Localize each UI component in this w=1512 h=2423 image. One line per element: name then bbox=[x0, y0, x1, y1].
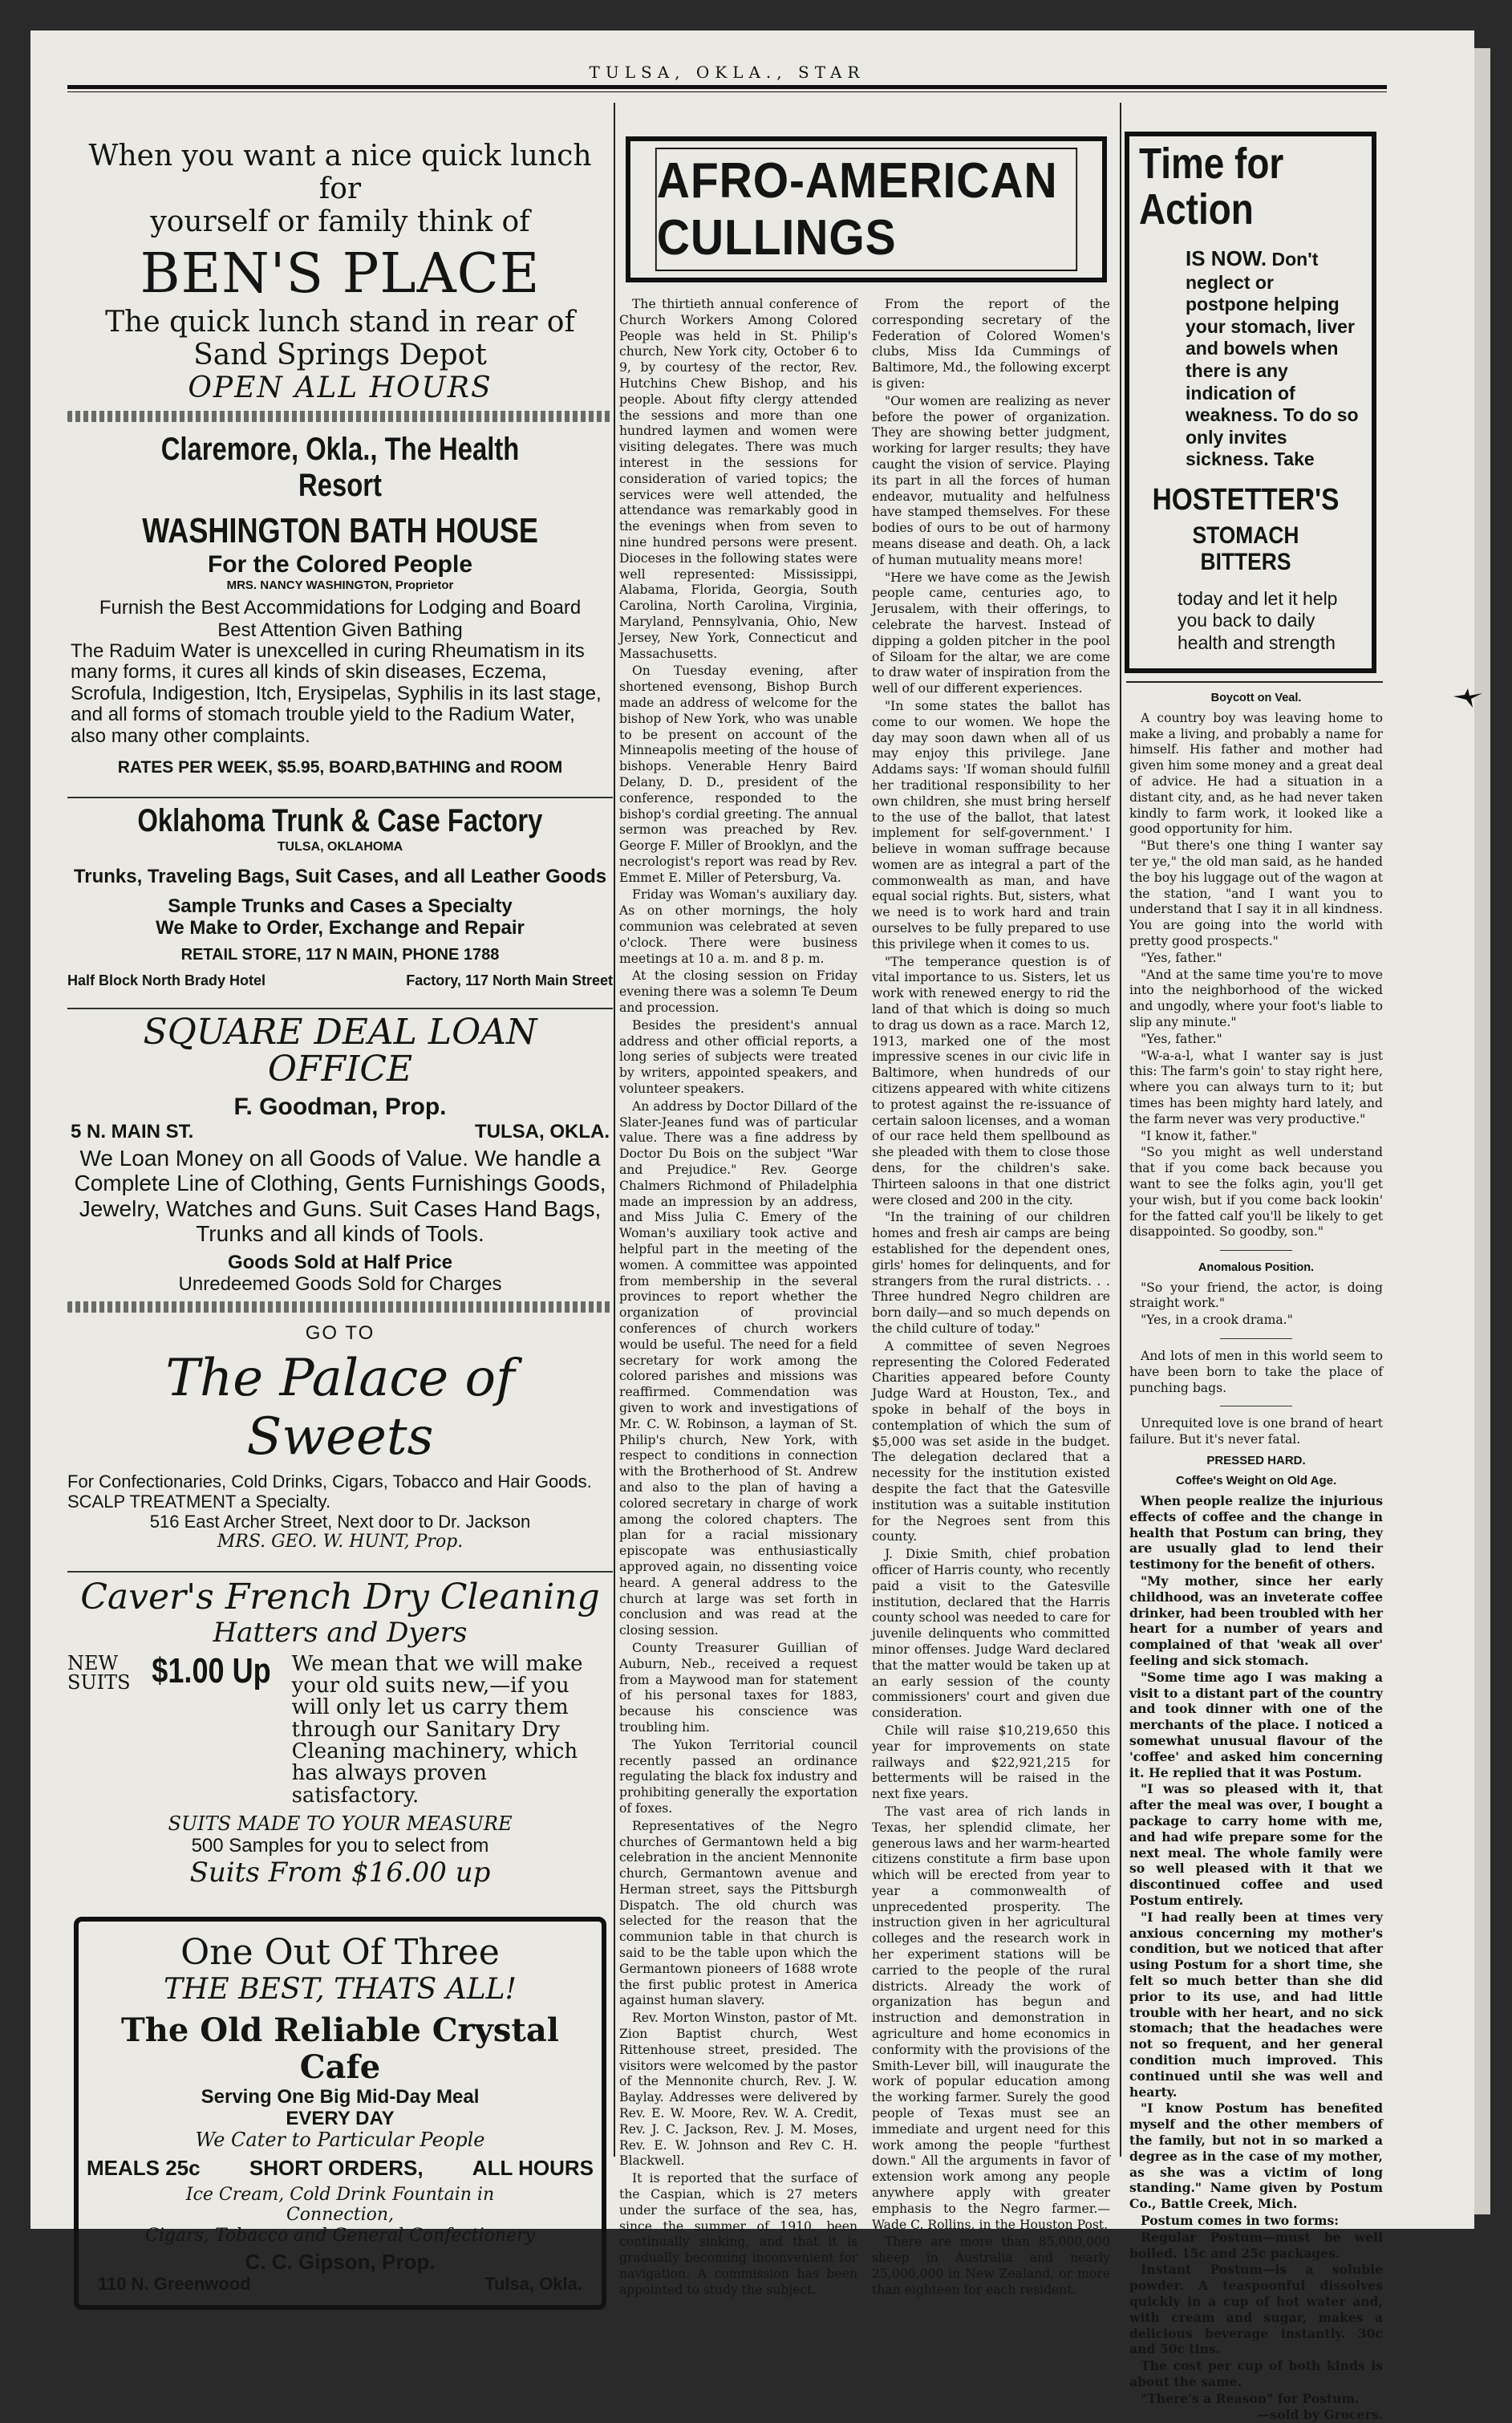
crystal-l7: Cigars, Tobacco and General Confectionery bbox=[145, 2225, 535, 2246]
hostetters-ad bbox=[1125, 132, 1376, 673]
ads-column bbox=[67, 103, 613, 2295]
loan-address-row bbox=[67, 1121, 613, 1143]
postum-reason: "There's a Reason" for Postum. bbox=[1141, 2390, 1360, 2406]
caver-new: NEW bbox=[67, 1651, 119, 1674]
cullings-left-subcolumn bbox=[619, 297, 857, 2300]
cullings-column bbox=[614, 103, 1118, 2297]
caver-measure: SUITS MADE TO YOUR MEASURE bbox=[168, 1812, 513, 1835]
trunk-factory-ad bbox=[67, 803, 613, 988]
caver-name: Caver's French Dry Cleaning bbox=[80, 1576, 600, 1617]
trunk-l3: We Make to Order, Exchange and Repair bbox=[156, 917, 525, 940]
cullings-paragraph: At the closing session on Friday evening there was a solemn Te Deum and procession. bbox=[619, 968, 857, 1016]
masthead-rule bbox=[67, 85, 1387, 92]
cavers-cleaning-ad bbox=[67, 1577, 613, 1888]
anomalous-paragraph: "Yes, in a crook drama." bbox=[1141, 1313, 1293, 1328]
cullings-body bbox=[614, 297, 1118, 2300]
crystal-city: Tulsa, Okla. bbox=[484, 2274, 582, 2295]
crystal-hours: ALL HOURS bbox=[472, 2155, 594, 2180]
ornament-divider bbox=[67, 1301, 613, 1313]
cullings-paragraph: "Here we have come as the Jewish people came, centuries ago, to Jerusalem, with their offerings, to celebrate the harvest. Instead of dipping a golden pitcher in the pool of Siloam for the altar, we are come to draw water of inspiration from the well of our different experiences. bbox=[872, 570, 1110, 696]
loan-office-ad bbox=[67, 1014, 613, 1295]
hostetter-h1: Time for bbox=[1139, 140, 1284, 188]
crystal-name: The Old Reliable Crystal Cafe bbox=[121, 2011, 559, 2087]
hostetter-h2: Action bbox=[1139, 185, 1254, 233]
hostetter-body2: Don't neglect or postpone helping your stomach, liver and bowels when there is any indication of weakness. To do so only invites sickness. Take bbox=[1186, 249, 1359, 470]
postum-paragraph: "I was so pleased with it, that after the meal was over, I bought a package to carry home with me, and had wife prepare some for the next meal. The whole family were so well pleased with it that we discontinued coffee and used Postum entirely. bbox=[1129, 1781, 1383, 1908]
veal-paragraphs bbox=[1129, 711, 1383, 1240]
caver-from: Suits From $16.00 up bbox=[189, 1856, 491, 1889]
section-rule bbox=[1126, 681, 1383, 683]
postum-paragraph: Instant Postum—is a soluble powder. A teaspoonful dissolves quickly in a cup of hot water and, with cream and sugar, makes a delicious beverage instantly. 30c and 50c tins. bbox=[1129, 2262, 1383, 2357]
cullings-paragraph: "In the training of our children homes and fresh air camps are being established for the dependent ones, girls' homes for delinquents, and for strangers from the rural districts. . . Three hundred Negro children are born daily—and so much depends on the child culture of today." bbox=[872, 1210, 1110, 1336]
masthead: TULSA, OKLA., STAR bbox=[589, 63, 865, 82]
veal-paragraph: "And at the same time you're to move into the neighborhood of the wicked and ungodly, where your foot's liable to slip any minute." bbox=[1129, 967, 1383, 1030]
crystal-l2: THE BEST, THATS ALL! bbox=[164, 1973, 517, 2007]
caver-new-suits bbox=[67, 1651, 131, 1694]
washington-bath-ad bbox=[67, 432, 613, 777]
loan-l1: Goods Sold at Half Price bbox=[227, 1251, 453, 1273]
anomalous-paragraph: "So your friend, the actor, is doing straight work." bbox=[1129, 1280, 1383, 1311]
hostetter-body1: IS NOW. bbox=[1186, 246, 1267, 271]
trunk-l2: Sample Trunks and Cases a Specialty bbox=[168, 895, 513, 918]
postum-paragraph: When people realize the injurious effects of coffee and the change in health that Postum can bring, they are usually glad to lend their testimony for the benefit of others. bbox=[1129, 1493, 1383, 1573]
hostetter-body bbox=[1186, 246, 1360, 471]
hostetter-b2: STOMACH BITTERS bbox=[1192, 522, 1299, 575]
postum-head2: Coffee's Weight on Old Age. bbox=[1175, 1474, 1337, 1488]
postum-head1: PRESSED HARD. bbox=[1206, 1453, 1306, 1467]
crystal-l1: One Out Of Three bbox=[180, 1932, 500, 1974]
cullings-paragraph: "Our women are realizing as never before the power of organization. They are showing better judgment, working for larger results; they have caught the vision of service. Playing its part in all the forces of human endeavor, mutuality and helfulness have stamped themselves. For these bodies of ours to be out of harmony means disease and death. Oh, a lack of human mutuality means more! bbox=[872, 393, 1110, 567]
trunk-name: Oklahoma Trunk & Case Factory bbox=[137, 802, 543, 838]
cullings-paragraph: Rev. Morton Winston, pastor of Mt. Zion Baptist church, West Rittenhouse street, presided. The visitors were welcomed by the pastor of the Mennonite church, Rev. J. W. Baylay. Addresses were delivered by Rev. E. W. Moore, Rev. W. A. Credit, Rev. J. C. Jackson, Rev. J. M. Moses, Rev. E. W. Johnson and Rev C. H. Blackwell. bbox=[619, 2011, 857, 2169]
crystal-addr: 110 N. Greenwood bbox=[98, 2274, 251, 2295]
cullings-paragraph: Chile will raise $10,219,650 this year for improvements on state railways and $22,921,215 for betterments will be raised in the next fixe years. bbox=[872, 1723, 1110, 1802]
cullings-paragraph: It is reported that the surface of the Caspian, which is 27 meters under the surface of the sea, has, since the summer of 1910, been continually sinking, and that it is gradually becoming inconvenient for navigation. A commission has been appointed to study the subject. bbox=[619, 2171, 857, 2297]
sweets-prop: MRS. GEO. W. HUNT, Prop. bbox=[217, 1531, 464, 1552]
crystal-l4: EVERY DAY bbox=[286, 2108, 395, 2129]
caver-samples: 500 Samples for you to select from bbox=[191, 1835, 489, 1857]
trunk-l4: RETAIL STORE, 117 N MAIN, PHONE 1788 bbox=[180, 945, 500, 964]
cullings-paragraph: Friday was Woman's auxiliary day. As on other mornings, the holy communion was celebrated at seven o'clock. There were business meetings at 10 a. m. and 8 p. m. bbox=[619, 887, 857, 966]
postum-paragraph: The cost per cup of both kinds is about the same. bbox=[1129, 2358, 1383, 2389]
bath-rates: RATES PER WEEK, $5.95, BOARD,BATHING and ROOM bbox=[117, 758, 563, 777]
postum-paragraph: "I had really been at times very anxious concerning my mother's condition, but we noticed that after using Postum for a short time, she felt so much better than she did prior to its use, and had little trouble with her heart, and no sick stomach; that the headaches were not so frequent, and her general condition much improved. This continued until she was well and hearty. bbox=[1129, 1909, 1383, 2100]
trunk-l5b: Factory, 117 North Main Street bbox=[406, 972, 613, 988]
cullings-paragraph: Besides the president's annual address and other official reports, a long series of subjects were treated by writers, appointed speakers, and volunteer speakers. bbox=[619, 1017, 857, 1097]
veal-paragraph: "I know it, father." bbox=[1141, 1128, 1258, 1143]
cullings-paragraph: County Treasurer Guillian of Auburn, Neb., received a request from a Maywood man for statement of his personal taxes for 1883, because his conscience was troubling him. bbox=[619, 1640, 857, 1735]
veal-head: Boycott on Veal. bbox=[1210, 692, 1302, 705]
filler-2: Unrequited love is one brand of heart failure. But it's never fatal. bbox=[1129, 1416, 1383, 1447]
palace-sweets-ad bbox=[67, 1322, 613, 1552]
veal-paragraph: "W-a-a-l, what I wanter say is just this: The farm's goin' to stay right here, where you can always turn to it; but times has been mighty hard lately, and the farm never was very productive." bbox=[1129, 1048, 1383, 1126]
postum-paragraph: Postum comes in two forms: bbox=[1141, 2212, 1339, 2228]
bath-l2: Best Attention Given Bathing bbox=[217, 619, 463, 641]
sheet-edge bbox=[1474, 48, 1490, 2214]
postum-paragraphs bbox=[1129, 1493, 1383, 2390]
crystal-short: SHORT ORDERS, bbox=[249, 2155, 424, 2180]
hostetter-b1: HOSTETTER'S bbox=[1152, 482, 1340, 517]
veal-paragraph: A country boy was leaving home to make a living, and probably a name for himself. His father and mother had given him some money and a great deal of advice. He had a situation in a distant city, and, as he had never taken kindly to farm work, it looked like a good opportunity for him. bbox=[1129, 710, 1383, 837]
postum-paragraph: Regular Postum—must be well boiled. 15c and 25c packages. bbox=[1129, 2229, 1383, 2261]
sweets-goto: GO TO bbox=[305, 1322, 375, 1345]
trunk-l1: Trunks, Traveling Bags, Suit Cases, and all Leather Goods bbox=[73, 865, 607, 887]
veal-paragraph: "Yes, father." bbox=[1141, 1031, 1222, 1046]
veal-article bbox=[1121, 691, 1388, 2423]
sweets-addr: 516 East Archer Street, Next door to Dr. Jackson bbox=[149, 1511, 531, 1532]
postum-sold: —sold by Grocers. bbox=[1257, 2407, 1383, 2423]
bath-body: The Raduim Water is unexcelled in curing Rheumatism in its many forms, it cures all kinds of skin diseases, Eczema, Scrofula, Indigestion, Itch, Erysipelas, Syphilis in its last stage, and all forms of stomach trouble yield to the Radium Water, also many other complaints. bbox=[71, 640, 602, 747]
ad-divider bbox=[67, 782, 613, 798]
bens-line-2: yourself or family think of bbox=[150, 205, 530, 239]
caver-suits: SUITS bbox=[67, 1670, 131, 1694]
crystal-cafe-ad bbox=[74, 1917, 606, 2310]
loan-body: We Loan Money on all Goods of Value. We handle a Complete Line of Clothing, Gents Furnishings Goods, Jewelry, Watches and Guns. Suit Cases Hand Bags, Trunks and all kinds of Tools. bbox=[74, 1146, 606, 1247]
cullings-paragraph: J. Dixie Smith, chief probation officer of Harris county, who recently paid a visit to the Gatesville institution, declared that the Harris county school was needed to care for juvenile delinquents who committed minor offenses. Judge Ward declared that the matter would be taken up at an early session of the county commissioners' court and given due consideration. bbox=[872, 1547, 1110, 1721]
sweets-name: The Palace of Sweets bbox=[165, 1348, 515, 1467]
loan-name: SQUARE DEAL LOAN OFFICE bbox=[143, 1012, 537, 1090]
bath-for: For the Colored People bbox=[207, 551, 473, 578]
veal-paragraph: "Yes, father." bbox=[1141, 950, 1222, 965]
right-column bbox=[1121, 103, 1388, 2423]
postum-paragraph: "My mother, since her early childhood, was an inveterate coffee drinker, had been troubled with her heart for a number of years and complained of that 'weak all over' feeling and sick stomach. bbox=[1129, 1573, 1383, 1669]
caver-body: We mean that we will make your old suits new,—if you will only let us carry them through our Sanitary Dry Cleaning machinery, which has always proven satisfactory. bbox=[291, 1651, 583, 1808]
caver-offer bbox=[67, 1650, 613, 1808]
cullings-paragraph: The thirtieth annual conference of Church Workers Among Colored People was held in St. Philip's church, New York city, October 6 to 9, by courtesy of the rector, Rev. Hutchins Chew Bishop, and his people. About fifty clergy attended the sessions and more than one hundred laymen and women were visiting delegates. There was much interest in the sessions for consideration of varied topics; the services were well attended, the attendance was remarkably good in the evenings when from seven to nine hundred persons were present. Dioceses in the following states were well represented: Mississippi, Alabama, Florida, Georgia, South Carolina, North Carolina, Virginia, Maryland, Pennsylvania, Ohio, New Jersey, New York, Connecticut and Massachusetts. bbox=[619, 297, 857, 661]
crystal-prop: C. C. Gipson, Prop. bbox=[245, 2249, 436, 2274]
loan-prop: F. Goodman, Prop. bbox=[233, 1093, 447, 1120]
veal-paragraph: "But there's one thing I wanter say ter ye," the old man said, as he handed the boy his luggage out of the wagon at the station, "and I want you to understand that I say it in all kindness. You are going into the world with pretty good prospects." bbox=[1129, 838, 1383, 949]
loan-city: TULSA, OKLA. bbox=[475, 1120, 610, 1143]
mini-divider bbox=[1220, 1250, 1292, 1251]
trunk-l5 bbox=[67, 972, 613, 989]
crystal-meals: MEALS 25c bbox=[87, 2155, 201, 2180]
ornament-divider bbox=[67, 411, 613, 422]
cullings-paragraph: A committee of seven Negroes representing the Colored Federated Charities appeared before County Judge Ward at Houston, Tex., and spoke in behalf of the boys in contemplation of which the sum of $5,000 was set aside in the budget. The delegation declared that a necessity for the institution existed despite the fact that the Gatesville institution was a suitable institution for the Negroes sent from this county. bbox=[872, 1338, 1110, 1544]
sweets-body: For Confectionaries, Cold Drinks, Cigars, Tobacco and Hair Goods. SCALP TREATMENT a Specialty. bbox=[67, 1471, 592, 1512]
cullings-paragraph: "In some states the ballot has come to our women. We hope the day may soon dawn when all of us may enjoy this privilege. Jane Addams says: 'If woman should fulfill her traditional responsibility to her own children, she must bring herself to the use of the ballot, that latest implement for self-government.' I believe in woman suffrage because women are as integral a part of the commonwealth as man, and have equal social rights. But, sisters, what we need is to work hard and train ourselves to be fully prepared to use this privilege when it comes to us. bbox=[872, 698, 1110, 952]
cullings-paragraph: From the report of the corresponding secretary of the Federation of Colored Women's clubs, Miss Ida Cummings of Baltimore, Md., the following excerpt is given: bbox=[872, 297, 1110, 391]
bens-line-1: When you want a nice quick lunch for bbox=[88, 140, 592, 206]
trunk-l5a: Half Block North Brady Hotel bbox=[67, 972, 266, 988]
hostetter-tail: today and let it help you back to daily health and strength bbox=[1178, 587, 1338, 653]
mini-divider bbox=[1220, 1338, 1292, 1339]
cullings-paragraph: The Yukon Territorial council recently passed an ordinance regulating the black fox industry and prohibiting generally the exportation of foxes. bbox=[619, 1737, 857, 1816]
cullings-paragraph: Representatives of the Negro churches of Germantown held a big celebration in the ancient Mennonite church, Germantown avenue and Herman street, says the Pittsburgh Dispatch. The old church was selected for the reason that the communion table in that church is said to be the table upon which the Germantown pioneers of 1688 wrote the first public protest in America against human slavery. bbox=[619, 1818, 857, 2008]
caver-sub: Hatters and Dyers bbox=[213, 1616, 468, 1649]
crystal-l3: Serving One Big Mid-Day Meal bbox=[201, 2085, 480, 2108]
veal-paragraph: "So you might as well understand that if you come back because you want to see the folks agin, you'll get your wish, but if you come back lookin' for the fatted calf you'll be likely to get disappointed. So goodby, son." bbox=[1129, 1145, 1383, 1240]
bens-desc: The quick lunch stand in rear of Sand Springs Depot bbox=[105, 305, 575, 371]
trunk-city: TULSA, OKLAHOMA bbox=[277, 839, 403, 854]
bird-silhouette-icon bbox=[1453, 688, 1482, 708]
cullings-header-box bbox=[626, 136, 1107, 282]
crystal-address-row bbox=[87, 2274, 594, 2294]
bath-prop: MRS. NANCY WASHINGTON, Proprietor bbox=[226, 578, 454, 593]
bens-name: BEN'S PLACE bbox=[140, 242, 541, 306]
crystal-l6: Ice Cream, Cold Drink Fountain in Connection, bbox=[185, 2185, 495, 2226]
cullings-paragraph: There are more than 85,000,000 sheep in Australia and nearly 25,000,000 in New Zealand, or more than eighteen for each resident. bbox=[872, 2234, 1110, 2297]
bath-name: WASHINGTON BATH HOUSE bbox=[142, 510, 538, 550]
loan-addr: 5 N. MAIN ST. bbox=[71, 1120, 194, 1143]
cullings-paragraph: On Tuesday evening, after shortened evensong, Bishop Burch made an address of welcome for the bishop of New York, who was unable to be present on account of the Minneapolis meeting of the house of bishops. Venerable Henry Baird Delany, D. D., president of the conference, responded to the bishop's cordial greeting. The annual sermon was preached by Rev. George F. Miller of Brooklyn, and the necrologist's report was read by Rev. Emmet E. Miller of Petersburg, Va. bbox=[619, 664, 857, 885]
bath-head: Claremore, Okla., The Health Resort bbox=[160, 431, 520, 504]
anomalous-paragraphs bbox=[1129, 1280, 1383, 1329]
crystal-prices bbox=[87, 2157, 594, 2181]
crystal-l5: We Cater to Particular People bbox=[195, 2129, 485, 2152]
cullings-title: AFRO-AMERICAN CULLINGS bbox=[655, 148, 1077, 271]
anomalous-head: Anomalous Position. bbox=[1198, 1261, 1315, 1275]
cullings-paragraph: The vast area of rich lands in Texas, her splendid climate, her generous laws and her warm-hearted citizens constitute a firm base upon which will be erected from year to year a commonwealth of unprecedented prosperity. The instruction given in her agricultural colleges and the research work in her experiment stations will be carried to the people of the rural districts. Already the work of organization has begun and instruction and demonstration in agriculture and home economics in conformity with the provisions of the Smith-Lever bill, will inaugurate the work of popular education among the working farmer. Surely the good people of Texas must see an immediate and urgent need for this work among the people "furthest down." All the arguments in favor of extension work among any people anywhere apply with greater emphasis to the Negro farmer.—Wade C. Rollins, in the Houston Post. bbox=[872, 1804, 1110, 2232]
bens-place-ad bbox=[67, 140, 613, 404]
ad-divider bbox=[67, 1556, 613, 1573]
loan-l2: Unredeemed Goods Sold for Charges bbox=[178, 1272, 502, 1295]
cullings-right-subcolumn bbox=[872, 297, 1110, 2300]
ad-divider bbox=[67, 993, 613, 1009]
cullings-paragraph: An address by Doctor Dillard of the Slater-Jeanes fund was of particular value. There was a fine address by Doctor Du Bois on the subject "War and Prejudice." Rev. George Chalmers Richmond of Philadelphia made an impression by an address, and Miss Julia C. Emery of the Woman's auxiliary took active and helpful part in the meeting of the women. A committee was appointed from membership in the several provinces to report whether the organization of provincial conferences of church workers would be useful. The need for a field secretary for work among the colored parishes and missions was reaffirmed. Commendation was given to work and investigations of Mr. C. W. Robinson, a layman of St. Philip's church, New York, with respect to conditions in connection with the Brotherhood of St. Andrew and also to the plan of having a colored secretary in charge of work among the colored chapters. The plan for a racial missionary episcopate was enthusiastically approved again, no dissenting voice heard. A general address to the church at large was set forth in conclusion and was read at the closing session. bbox=[619, 1098, 857, 1638]
filler-1: And lots of men in this world seem to have been born to take the place of punching bags. bbox=[1129, 1348, 1383, 1395]
bens-hours: OPEN ALL HOURS bbox=[188, 371, 493, 404]
postum-paragraph: "Some time ago I was making a visit to a distant part of the country and took dinner with one of the merchants of the place. I noticed a somewhat unusual flavour of the 'coffee' and asked him concerning it. He replied that it was Postum. bbox=[1129, 1669, 1383, 1780]
postum-paragraph: "I know Postum has benefited myself and the other members of the family, but not in so marked a degree as in the case of my mother, as she was a victim of long standing." Name given by Postum Co., Battle Creek, Mich. bbox=[1129, 2100, 1383, 2212]
bath-l1: Furnish the Best Accommidations for Lodging and Board bbox=[99, 597, 582, 619]
caver-price: $1.00 Up bbox=[151, 1650, 271, 1690]
cullings-paragraph: "The temperance question is of vital importance to us. Sisters, let us work with renewed energy to rid the land of that which is doing so much to drag us down as a race. March 12, 1913, marked one of the most impressive scenes in our civic life in Baltimore, when hundreds of our citizens appeared with white citizens to protest against the re-issuance of certain saloon licenses, and a woman of our race held them spellbound as she pleaded with them to close those dens, for the children's sake. Thirteen saloons in that one district were closed and 200 in the city. bbox=[872, 954, 1110, 1207]
